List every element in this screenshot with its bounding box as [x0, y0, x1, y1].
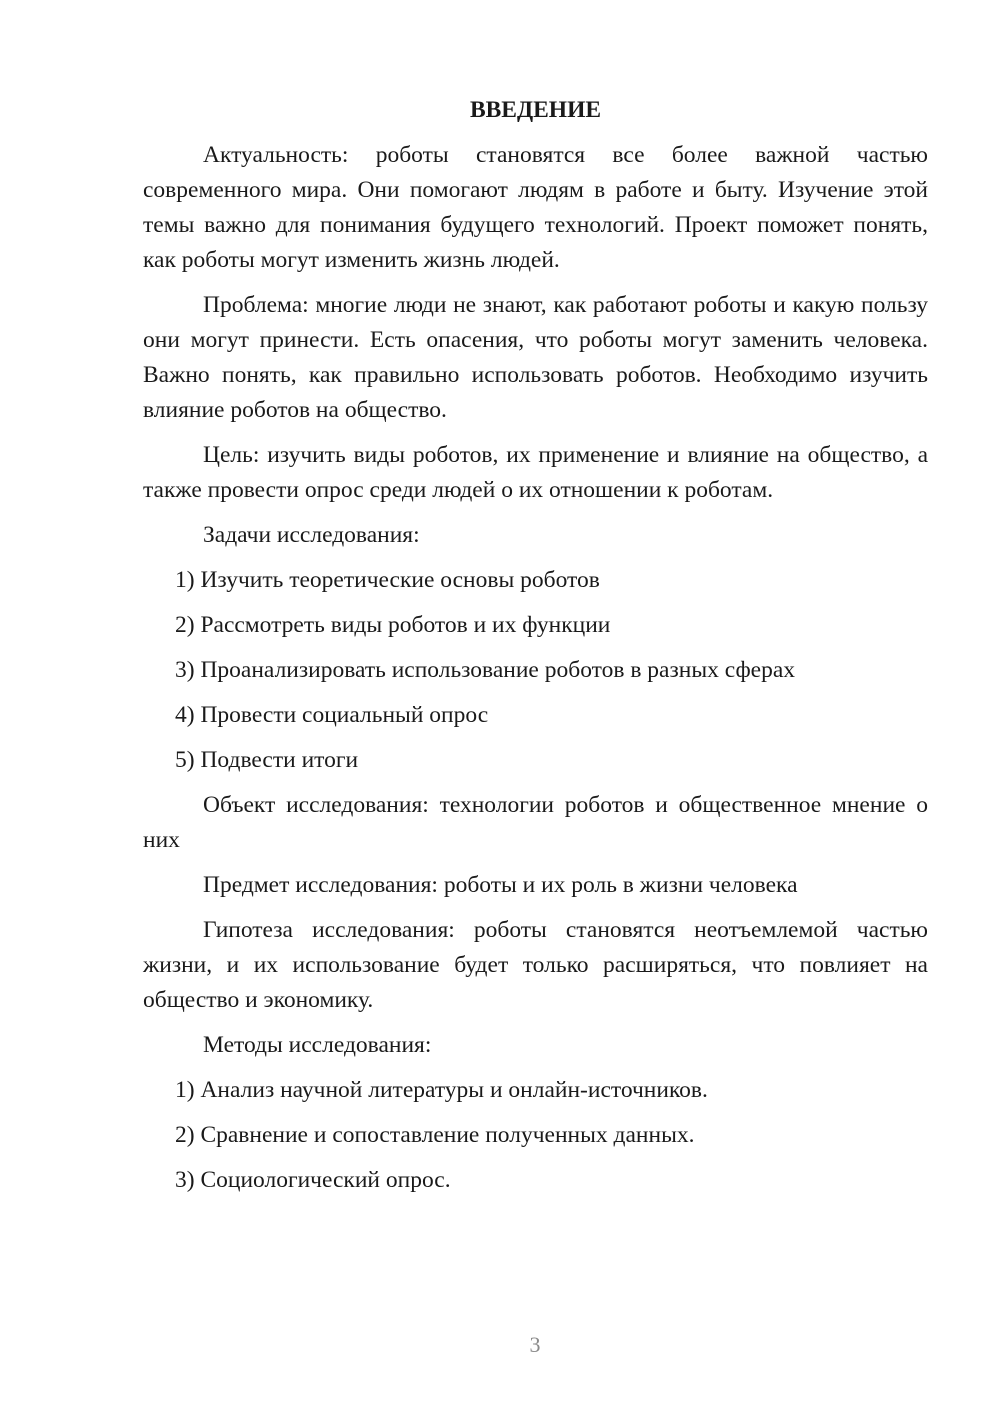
goal-paragraph: Цель: изучить виды роботов, их применение и влияние на общество, а также провести опрос среди людей о их отношении к роботам.: [143, 442, 928, 503]
task-item: 3) Проанализировать использование роботов в разных сферах: [175, 657, 796, 683]
relevance-paragraph: Актуальность: роботы становятся все более важной частью современного мира. Они помогают людям в работе и быту. Изучение этой темы важно для понимания будущего технологий. Проект поможет понять, как роботы могут изменить жизнь людей.: [143, 142, 928, 273]
page-content: [143, 93, 928, 1208]
task-item: 5) Подвести итоги: [175, 747, 359, 773]
task-item: 1) Изучить теоретические основы роботов: [175, 567, 600, 593]
problem-paragraph: Проблема: многие люди не знают, как работают роботы и какую пользу они могут принести. Есть опасения, что роботы могут заменить человека. Важно понять, как правильно использовать роботов. Необходимо изучить влияние роботов на общество.: [143, 292, 928, 423]
method-item: 2) Сравнение и сопоставление полученных данных.: [175, 1122, 695, 1148]
methods-heading: Методы исследования:: [203, 1032, 432, 1058]
task-item: 2) Рассмотреть виды роботов и их функции: [175, 612, 611, 638]
page-number: 3: [529, 1332, 541, 1357]
section-title: ВВЕДЕНИЕ: [469, 97, 602, 123]
tasks-heading: Задачи исследования:: [203, 522, 420, 548]
object-paragraph: Объект исследования: технологии роботов и общественное мнение о них: [143, 792, 928, 853]
method-item: 3) Социологический опрос.: [175, 1167, 451, 1193]
task-item: 4) Провести социальный опрос: [175, 702, 489, 728]
method-item: 1) Анализ научной литературы и онлайн-источников.: [175, 1077, 708, 1103]
hypothesis-paragraph: Гипотеза исследования: роботы становятся неотъемлемой частью жизни, и их использование будет только расширяться, что повлияет на общество и экономику.: [143, 917, 928, 1013]
subject-paragraph: Предмет исследования: роботы и их роль в жизни человека: [203, 872, 798, 898]
